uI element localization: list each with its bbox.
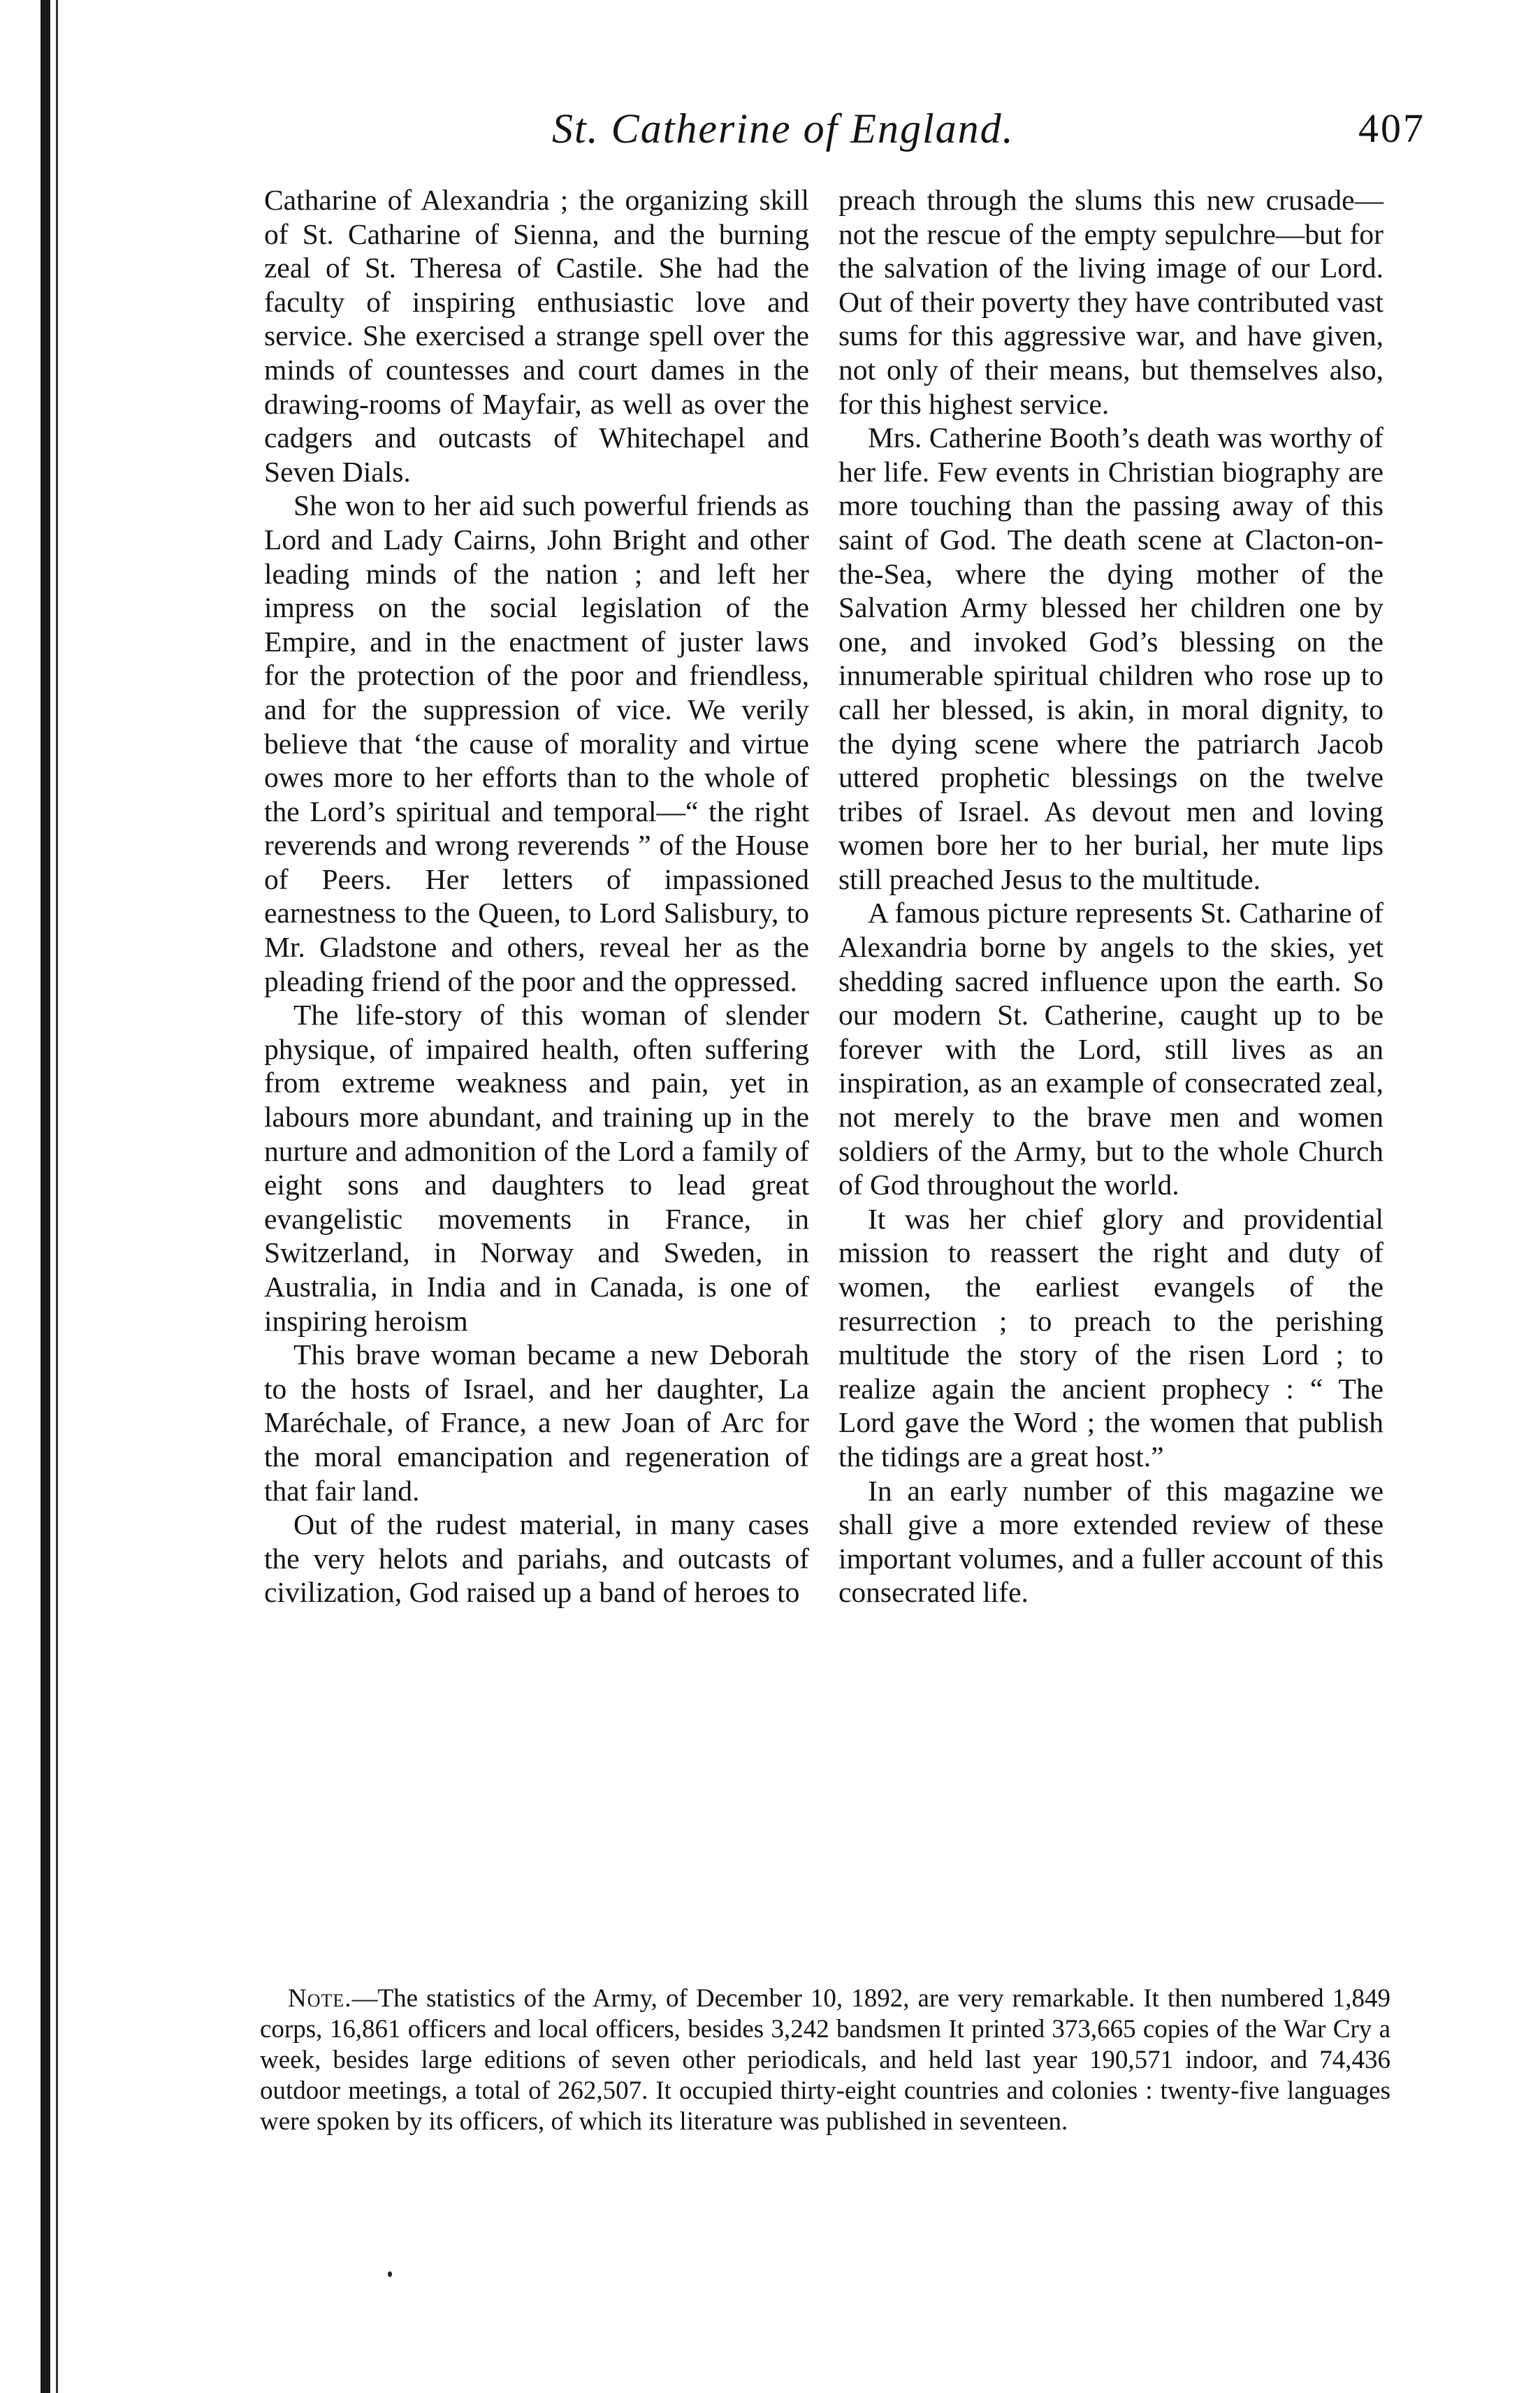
footnote-text: —The statistics of the Army, of December 10, 1892, are very remarkable. It then numbered 1,849 corps, 16,861 officers and local officers, besides 3,242 bandsmen It printed 373,665 copies of the War Cry a week, besides large editions of seven other periodicals, and held last year 190,571 indoor, and 74,436 outdoor meetings, a total of 262,507. It occupied thirty-eight countries and colonies : twenty-five languages were spoken by its officers, of which its literature was published in seventeen. [260, 1984, 1390, 2136]
left-column [264, 183, 809, 1610]
paragraph: The life-story of this woman of slender physique, of impaired health, often suffering from extreme weakness and pain, yet in labours more abundant, and training up in the nurture and admonition of the Lord a family of eight sons and daughters to lead great evangelistic movements in France, in Switzerland, in Norway and Sweden, in Australia, in India and in Canada, is one of inspiring heroism [264, 999, 809, 1337]
page-number: 407 [1358, 106, 1425, 151]
running-head [538, 105, 1425, 161]
paragraph: A famous picture represents St. Catharine of Alexandria borne by angels to the skies, yet shedding sacred influence upon the earth. So our modern St. Catherine, caught up to be forever with the Lord, still lives as an inspiration, as an example of consecrated zeal, not merely to the brave men and women soldiers of the Army, but to the whole Church of God throughout the world. [838, 897, 1383, 1201]
footnote [260, 1983, 1390, 2137]
paragraph: She won to her aid such powerful friends as Lord and Lady Cairns, John Bright and other leading minds of the nation ; and left her impress on the social legislation of the Empire, and in the enactment of juster laws for the protection of the poor and friendless, and for the suppression of vice. We verily believe that ‘the cause of morality and virtue owes more to her efforts than to the whole of the Lord’s spiritual and temporal—“ the right reverends and wrong reverends ” of the House of Peers. Her letters of impassioned earnestness to the Queen, to Lord Salisbury, to Mr. Gladstone and others, reveal her as the pleading friend of the poor and the oppressed. [264, 489, 809, 997]
right-column [838, 183, 1383, 1610]
binding-edge-line [56, 0, 58, 2393]
footnote-label: Note. [288, 1984, 352, 2013]
paragraph: In an early number of this magazine we shall give a more extended review of these important volumes, and a fuller account of this consecrated life. [838, 1474, 1383, 1609]
paragraph: Out of the rudest material, in many cases the very helots and pariahs, and outcasts of civilization, God raised up a band of heroes to [264, 1508, 809, 1609]
running-title: St. Catherine of England. [552, 106, 1015, 152]
paragraph: preach through the slums this new crusade—not the rescue of the empty sepulchre—but for the salvation of the living image of our Lord. Out of their poverty they have contributed vast sums for this aggressive war, and have given, not only of their means, but themselves also, for this highest service. [838, 184, 1383, 420]
print-speck [388, 2271, 392, 2277]
paragraph: Catharine of Alexandria ; the organizing skill of St. Catharine of Sienna, and the burning zeal of St. Theresa of Castile. She had the faculty of inspiring enthusiastic love and service. She exercised a strange spell over the minds of countesses and court dames in the drawing-rooms of Mayfair, as well as over the cadgers and outcasts of Whitechapel and Seven Dials. [264, 184, 809, 488]
paragraph: This brave woman became a new Deborah to the hosts of Israel, and her daughter, La Maréchale, of France, a new Joan of Arc for the moral emancipation and regeneration of that fair land. [264, 1338, 809, 1507]
paragraph: Mrs. Catherine Booth’s death was worthy of her life. Few events in Christian biography are more touching than the passing away of this saint of God. The death scene at Clacton-on-the-Sea, where the dying mother of the Salvation Army blessed her children one by one, and invoked God’s blessing on the innumerable spiritual children who rose up to call her blessed, is akin, in moral dignity, to the dying scene where the patriarch Jacob uttered prophetic blessings on the twelve tribes of Israel. As devout men and loving women bore her to her burial, her mute lips still preached Jesus to the multitude. [838, 421, 1383, 895]
paragraph: It was her chief glory and providential mission to reassert the right and duty of women, the earliest evangels of the resurrection ; to preach to the perishing multitude the story of the risen Lord ; to realize again the ancient prophecy : “ The Lord gave the Word ; the women that publish the tidings are a great host.” [838, 1202, 1383, 1473]
binding-edge [41, 0, 50, 2393]
